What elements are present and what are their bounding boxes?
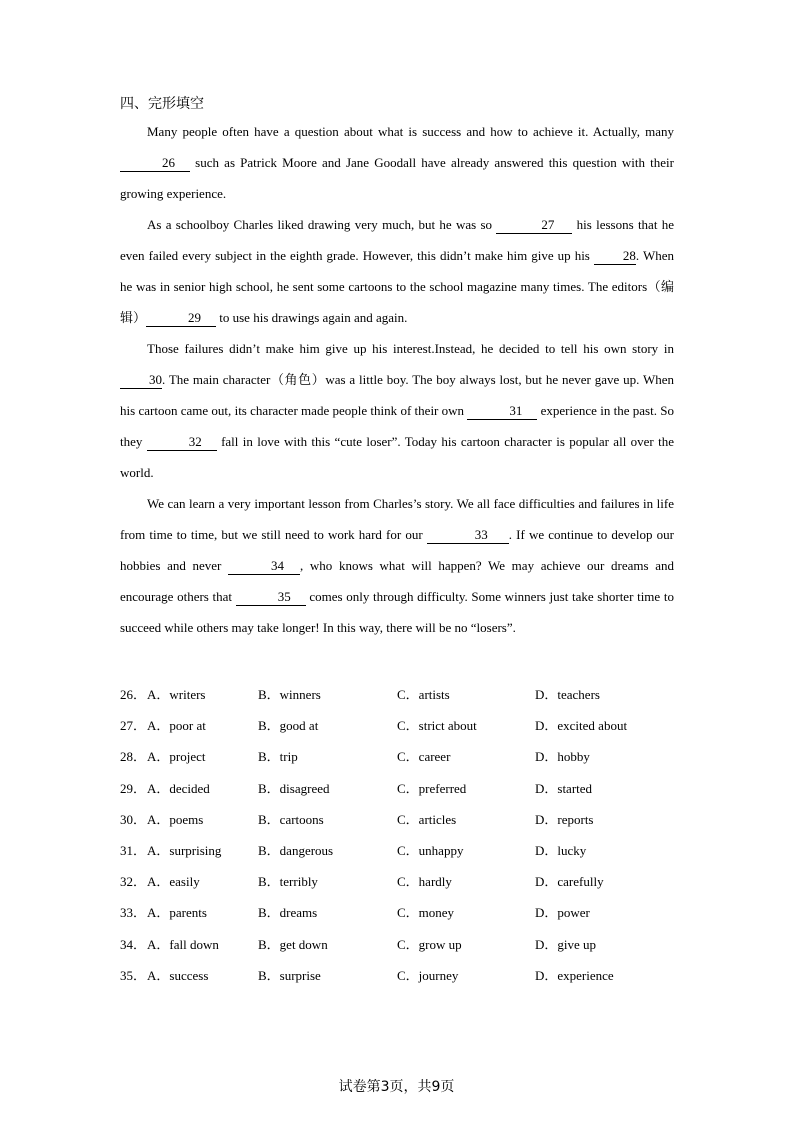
option-c: C．grow up [397, 936, 462, 952]
question-row [120, 896, 680, 927]
option-d: D．lucky [535, 842, 587, 858]
option-d: D．experience [535, 967, 614, 983]
section-title: 四、完形填空 [120, 96, 204, 112]
option-a: A．easily [147, 874, 200, 890]
question-number: 30． [120, 811, 147, 827]
option-a: A．poor at [147, 718, 206, 734]
blank-33: 33 [427, 527, 509, 544]
blank-27: 27 [496, 217, 572, 234]
blank-34: 34 [228, 558, 300, 575]
option-c: C．unhappy [397, 842, 464, 858]
question-row [120, 865, 680, 896]
passage-text: . If we continue to develop our hobbies and never [120, 527, 674, 573]
passage-text: We can learn a very important lesson from Charles’s story. We all face difficulties and failures in life from time to time, but we still need to work hard for our [120, 496, 674, 542]
paragraph-3 [120, 333, 674, 488]
option-d: D．carefully [535, 874, 604, 890]
paragraph-4 [120, 488, 674, 643]
question-row [120, 678, 680, 709]
question-number: 35． [120, 967, 147, 983]
question-row [120, 740, 680, 771]
option-c: C．money [397, 905, 455, 921]
option-c: C．hardly [397, 874, 452, 890]
page-footer: 试卷第3页，共9页 [338, 1079, 455, 1095]
passage-text: Those failures didn’t make him give up his interest.Instead, he decided to tell his own story in [147, 341, 674, 356]
passage-text: fall in love with this “cute loser”. Today his cartoon character is popular all over the world. [120, 434, 674, 480]
question-row [120, 928, 680, 959]
passage-text: As a schoolboy Charles liked drawing very much, but he was so [147, 217, 497, 232]
option-b: B．trip [258, 749, 298, 765]
passage-text: such as Patrick Moore and Jane Goodall have already answered this question with their growing experience. [120, 155, 674, 201]
option-b: B．cartoons [258, 811, 324, 827]
option-b: B．terribly [258, 874, 318, 890]
question-row [120, 834, 680, 865]
blank-26: 26 [120, 155, 190, 172]
passage-text: , who knows what will happen? We may achieve our dreams and encourage others that [120, 558, 674, 604]
passage-text: Many people often have a question about what is success and how to achieve it. Actually, many [147, 124, 674, 139]
option-d: D．hobby [535, 749, 590, 765]
question-number: 34． [120, 936, 147, 952]
option-c: C．journey [397, 967, 459, 983]
option-a: A．decided [147, 780, 210, 796]
passage-text: to use his drawings again and again. [216, 310, 408, 325]
option-c: C．strict about [397, 718, 477, 734]
option-a: A．surprising [147, 842, 222, 858]
paragraph-2 [120, 209, 674, 333]
option-c: C．artists [397, 687, 450, 702]
option-a: A．writers [147, 687, 206, 702]
question-row [120, 772, 680, 803]
question-number: 31． [120, 842, 147, 858]
question-number: 28． [120, 749, 147, 765]
question-row [120, 709, 680, 740]
question-row [120, 803, 680, 834]
question-number: 32． [120, 874, 147, 890]
blank-35: 35 [236, 589, 306, 606]
passage-text: his lessons that he even failed every subject in the eighth grade. However, this didn’t make him give up his [120, 217, 674, 263]
paragraph-1 [120, 116, 674, 209]
passage-text: . The main character（角色）was a little boy. The boy always lost, but he never gave up. When his cartoon came out, its character made people think of their own [120, 372, 674, 418]
question-number: 27． [120, 718, 147, 734]
option-c: C．preferred [397, 780, 467, 796]
option-b: B．surprise [258, 967, 321, 983]
question-number: 29． [120, 780, 147, 796]
option-d: D．started [535, 780, 593, 796]
option-a: A．poems [147, 811, 204, 827]
option-b: B．good at [258, 718, 319, 734]
answer-options [120, 678, 680, 990]
option-a: A．fall down [147, 936, 219, 952]
option-b: B．dreams [258, 905, 318, 921]
cloze-passage [120, 116, 674, 643]
passage-text: comes only through difficulty. Some winners just take shorter time to succeed while others may take longer! In this way, there will be no “losers”. [120, 589, 674, 635]
option-a: A．project [147, 749, 206, 765]
blank-32: 32 [147, 434, 217, 451]
option-b: B．winners [258, 687, 321, 702]
blank-31: 31 [467, 403, 537, 420]
option-a: A．success [147, 967, 209, 983]
blank-28: 28 [594, 248, 636, 265]
option-c: C．career [397, 749, 451, 765]
option-d: D．give up [535, 936, 597, 952]
blank-29: 29 [146, 310, 216, 327]
option-d: D．excited about [535, 718, 628, 734]
option-d: D．teachers [535, 687, 600, 702]
option-c: C．articles [397, 811, 457, 827]
question-row [120, 959, 680, 990]
blank-30: 30 [120, 372, 162, 389]
question-number: 26． [120, 687, 147, 702]
option-d: D．reports [535, 811, 594, 827]
option-b: B．get down [258, 936, 328, 952]
option-d: D．power [535, 905, 590, 921]
option-b: B．dangerous [258, 842, 334, 858]
passage-text: . When he was in senior high school, he sent some cartoons to the school magazine many times. The editors（编辑） [120, 248, 674, 325]
question-number: 33． [120, 905, 147, 921]
option-a: A．parents [147, 905, 207, 921]
option-b: B．disagreed [258, 780, 330, 796]
passage-text: experience in the past. So they [120, 403, 674, 449]
